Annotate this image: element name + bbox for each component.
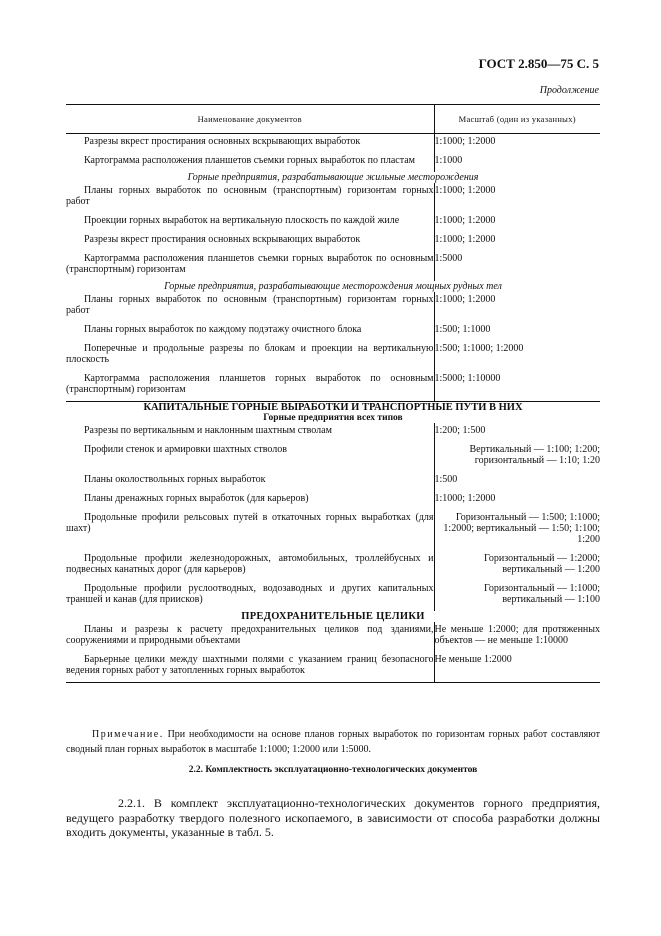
table-row	[66, 442, 600, 472]
subsection-title: 2.2. Комплектность эксплуатационно-технологических документов	[188, 765, 478, 775]
document-name: Поперечные и продольные разрезы по блокам и проекции на вертикальную плоскость	[66, 341, 434, 371]
document-scale: 1:500	[434, 474, 458, 485]
document-name: Барьерные целики между шахтными полями с указанием границ безопасного ведения горных работ у затопленных горных выработок	[66, 652, 434, 683]
section-heading: Горные предприятия, разрабатывающие жильные месторождения	[187, 172, 479, 183]
table-row	[66, 183, 600, 213]
table-row	[66, 251, 600, 281]
document-scale: 1:1000; 1:2000	[434, 493, 496, 504]
table-note	[66, 727, 600, 757]
table-row	[66, 423, 600, 442]
document-name: Картограмма расположения планшетов съемки горных выработок по пластам	[66, 153, 434, 172]
caption-row	[66, 413, 600, 423]
document-name: Проекции горных выработок на вертикальную плоскость по каждой жиле	[66, 213, 434, 232]
document-scale: Не меньше 1:2000	[434, 652, 600, 683]
document-name: Планы горных выработок по основным (транспортным) горизонтам горных работ	[66, 183, 434, 213]
document-scale: Горизонтальный — 1:1000; вертикальный — 1:100	[483, 583, 600, 605]
document-scale: 1:500; 1:1000	[434, 324, 491, 335]
document-name: Продольные профили рельсовых путей в откаточных горных выработках (для шахт)	[66, 510, 434, 551]
document-name: Разрезы вкрест простирания основных вскрывающих выработок	[66, 232, 434, 251]
document-scale: 1:1000; 1:2000	[434, 215, 496, 226]
column-header-documents: Наименование документов	[66, 105, 434, 134]
page-header-title: ГОСТ 2.850—75 С. 5	[478, 56, 599, 71]
document-scale: 1:5000	[434, 253, 463, 264]
document-scale: Горизонтальный — 1:2000; вертикальный — 1:200	[483, 553, 600, 575]
note-text: При необходимости на основе планов горных выработок по горизонтам горных работ составляют сводный план горных выработок в масштабе 1:1000; 1:2000 или 1:5000.	[66, 729, 600, 755]
document-scale: 1:1000; 1:2000	[434, 136, 496, 147]
document-name: Планы и разрезы к расчету предохранительных целиков под зданиями, сооружениями и природными объектами	[66, 622, 434, 652]
document-scale: Не меньше 1:2000; для протяженных объектов — не меньше 1:10000	[434, 624, 600, 646]
document-name: Разрезы вкрест простирания основных вскрывающих выработок	[66, 134, 434, 154]
document-scale: 1:200; 1:500	[434, 425, 486, 436]
table-row	[66, 232, 600, 251]
table-row	[66, 322, 600, 341]
column-header-scale: Масштаб (один из указанных)	[434, 105, 600, 134]
document-scale: Горизонтальный — 1:500; 1:1000; 1:2000; вертикальный — 1:50; 1:100; 1:200	[443, 512, 600, 545]
document-scale: Вертикальный — 1:100; 1:200; горизонтальный — 1:10; 1:20	[469, 444, 600, 466]
section-caption: ПРЕДОХРАНИТЕЛЬНЫЕ ЦЕЛИКИ	[241, 611, 425, 622]
document-name: Картограмма расположения планшетов съемки горных выработок по основным (транспортным) горизонтам	[66, 251, 434, 281]
table-header-row	[66, 105, 600, 134]
table-row	[66, 581, 600, 611]
note-lead: Примечание.	[92, 729, 164, 740]
section-heading: Горные предприятия, разрабатывающие месторождения мощных рудных тел	[164, 281, 502, 292]
table-row	[66, 213, 600, 232]
section-row	[66, 172, 600, 183]
table-row	[66, 153, 600, 172]
document-name: Планы горных выработок по каждому подэтажу очистного блока	[66, 322, 434, 341]
document-scale: 1:1000; 1:2000	[434, 294, 496, 305]
document-scale: 1:1000; 1:2000	[434, 185, 496, 196]
table-row	[66, 341, 600, 371]
document-name: Планы горных выработок по основным (транспортным) горизонтам горных работ	[66, 292, 434, 322]
table-row	[66, 292, 600, 322]
document-scale: 1:1000	[434, 155, 463, 166]
section-row	[66, 281, 600, 292]
table-row	[66, 491, 600, 510]
table-row	[66, 472, 600, 491]
document-name: Продольные профили руслоотводных, водозаводных и других капитальных траншей и канав (для приисков)	[66, 581, 434, 611]
document-name: Картограмма расположения планшетов горных выработок по основным (транспортным) горизонтам	[66, 371, 434, 402]
body-paragraph: 2.2.1. В комплект эксплуатационно-технологических документов горного предприятия, ведущего разработку твердого полезного ископаемого, в зависимости от способа разработки должны входить документы, указанные в табл. 5.	[66, 796, 600, 839]
continuation-label: Продолжение	[539, 85, 599, 96]
document-scale: 1:5000; 1:10000	[434, 371, 600, 402]
document-name: Профили стенок и армировки шахтных стволов	[66, 442, 434, 472]
document-scale: 1:1000; 1:2000	[434, 234, 496, 245]
caption-row	[66, 402, 600, 414]
document-name: Планы околоствольных горных выработок	[66, 472, 434, 491]
document-name: Разрезы по вертикальным и наклонным шахтным стволам	[66, 423, 434, 442]
document-name: Планы дренажных горных выработок (для карьеров)	[66, 491, 434, 510]
section-subcaption: Горные предприятия всех типов	[263, 413, 403, 423]
documents-table	[66, 104, 600, 683]
table-row	[66, 551, 600, 581]
table-row	[66, 134, 600, 154]
table-row	[66, 622, 600, 652]
caption-row	[66, 611, 600, 622]
table-row	[66, 371, 600, 402]
document-scale: 1:500; 1:1000; 1:2000	[434, 343, 524, 354]
table-row	[66, 652, 600, 683]
document-name: Продольные профили железнодорожных, автомобильных, троллейбусных и подвесных канатных дорог (для карьеров)	[66, 551, 434, 581]
section-caption: КАПИТАЛЬНЫЕ ГОРНЫЕ ВЫРАБОТКИ И ТРАНСПОРТНЫЕ ПУТИ В НИХ	[143, 402, 523, 413]
table-row	[66, 510, 600, 551]
